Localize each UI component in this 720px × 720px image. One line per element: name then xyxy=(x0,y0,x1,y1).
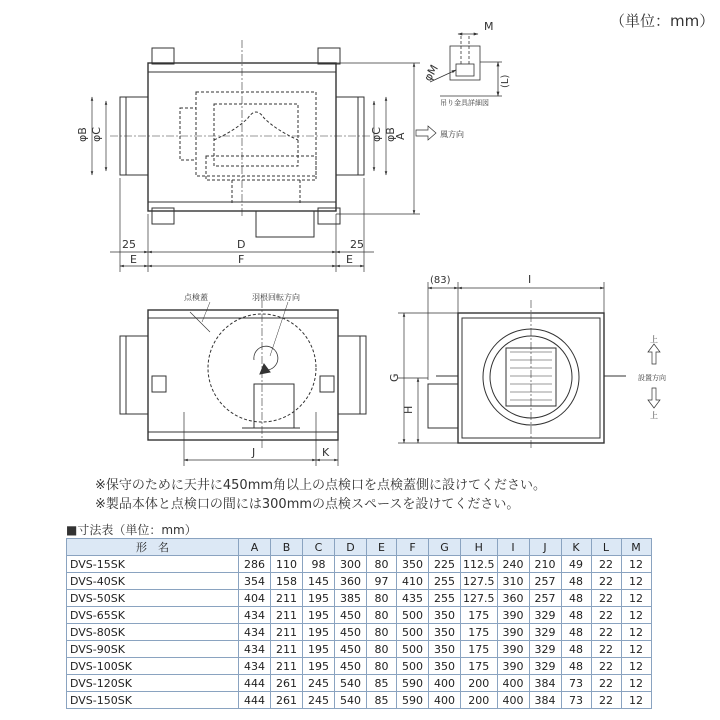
value-cell-c: 195 xyxy=(303,658,335,675)
value-cell-d: 360 xyxy=(335,573,367,590)
column-header-c: C xyxy=(303,539,335,556)
value-cell-f: 350 xyxy=(397,556,429,573)
value-cell-f: 590 xyxy=(397,692,429,709)
value-cell-c: 98 xyxy=(303,556,335,573)
value-cell-e: 97 xyxy=(367,573,397,590)
value-cell-i: 390 xyxy=(497,641,529,658)
value-cell-k: 48 xyxy=(561,607,591,624)
table-row xyxy=(67,556,652,573)
dim-label-E-left: E xyxy=(130,253,137,266)
value-cell-g: 255 xyxy=(429,573,461,590)
value-cell-h: 200 xyxy=(461,675,498,692)
table-row xyxy=(67,658,652,675)
value-cell-c: 145 xyxy=(303,573,335,590)
value-cell-i: 360 xyxy=(497,590,529,607)
value-cell-l: 22 xyxy=(591,607,621,624)
value-cell-d: 450 xyxy=(335,641,367,658)
value-cell-f: 435 xyxy=(397,590,429,607)
value-cell-b: 211 xyxy=(271,590,303,607)
table-row xyxy=(67,624,652,641)
value-cell-j: 329 xyxy=(529,658,561,675)
value-cell-l: 22 xyxy=(591,692,621,709)
value-cell-k: 48 xyxy=(561,658,591,675)
value-cell-j: 329 xyxy=(529,641,561,658)
value-cell-d: 450 xyxy=(335,607,367,624)
value-cell-l: 22 xyxy=(591,675,621,692)
column-header-a: A xyxy=(239,539,271,556)
value-cell-g: 350 xyxy=(429,641,461,658)
value-cell-e: 85 xyxy=(367,675,397,692)
value-cell-m: 12 xyxy=(621,556,651,573)
value-cell-h: 175 xyxy=(461,607,498,624)
model-cell: DVS-150SK xyxy=(67,692,239,709)
value-cell-e: 80 xyxy=(367,624,397,641)
value-cell-j: 329 xyxy=(529,624,561,641)
value-cell-b: 211 xyxy=(271,607,303,624)
table-row xyxy=(67,675,652,692)
value-cell-l: 22 xyxy=(591,624,621,641)
value-cell-b: 211 xyxy=(271,658,303,675)
dim-label-25-left: 25 xyxy=(122,238,136,251)
dim-label-phiM: φM xyxy=(421,62,441,84)
column-header-m: M xyxy=(621,539,651,556)
value-cell-e: 85 xyxy=(367,692,397,709)
model-cell: DVS-120SK xyxy=(67,675,239,692)
value-cell-m: 12 xyxy=(621,658,651,675)
value-cell-l: 22 xyxy=(591,590,621,607)
value-cell-a: 444 xyxy=(239,692,271,709)
table-row xyxy=(67,641,652,658)
value-cell-j: 384 xyxy=(529,675,561,692)
column-header-j: J xyxy=(529,539,561,556)
value-cell-i: 240 xyxy=(497,556,529,573)
note-inspection-opening: ※保守のために天井に450mm角以上の点検口を点検蓋側に設けてください。 xyxy=(95,478,547,493)
value-cell-d: 300 xyxy=(335,556,367,573)
dimension-table xyxy=(66,538,652,709)
value-cell-f: 500 xyxy=(397,658,429,675)
value-cell-f: 500 xyxy=(397,607,429,624)
value-cell-a: 404 xyxy=(239,590,271,607)
value-cell-k: 48 xyxy=(561,624,591,641)
value-cell-d: 540 xyxy=(335,675,367,692)
value-cell-h: 175 xyxy=(461,658,498,675)
table-header-row xyxy=(67,539,652,556)
install-direction-label: 設置方向 xyxy=(638,374,666,382)
value-cell-m: 12 xyxy=(621,573,651,590)
column-header-k: K xyxy=(561,539,591,556)
value-cell-m: 12 xyxy=(621,692,651,709)
value-cell-j: 384 xyxy=(529,692,561,709)
value-cell-g: 225 xyxy=(429,556,461,573)
hanger-detail xyxy=(430,34,502,96)
value-cell-m: 12 xyxy=(621,641,651,658)
value-cell-m: 12 xyxy=(621,675,651,692)
value-cell-e: 80 xyxy=(367,556,397,573)
value-cell-d: 385 xyxy=(335,590,367,607)
value-cell-g: 350 xyxy=(429,624,461,641)
install-up-label: 上 xyxy=(650,335,658,344)
value-cell-a: 354 xyxy=(239,573,271,590)
dim-label-J: J xyxy=(252,446,256,459)
value-cell-e: 80 xyxy=(367,607,397,624)
model-cell: DVS-65SK xyxy=(67,607,239,624)
column-header-i: I xyxy=(497,539,529,556)
dim-label-I: I xyxy=(528,273,532,286)
dim-label-phiB-left: φB xyxy=(76,127,89,142)
hanger-detail-caption: 吊り金具詳細図 xyxy=(440,99,489,107)
value-cell-d: 450 xyxy=(335,624,367,641)
value-cell-h: 127.5 xyxy=(461,590,498,607)
value-cell-l: 22 xyxy=(591,573,621,590)
value-cell-b: 110 xyxy=(271,556,303,573)
value-cell-j: 257 xyxy=(529,590,561,607)
value-cell-h: 175 xyxy=(461,624,498,641)
value-cell-c: 245 xyxy=(303,692,335,709)
install-down-label: 上 xyxy=(650,411,658,420)
side-view xyxy=(428,300,626,448)
dim-label-G: G xyxy=(388,373,401,382)
column-header-l: L xyxy=(591,539,621,556)
value-cell-f: 590 xyxy=(397,675,429,692)
top-view-dims xyxy=(92,63,436,272)
value-cell-j: 329 xyxy=(529,607,561,624)
value-cell-h: 175 xyxy=(461,641,498,658)
value-cell-l: 22 xyxy=(591,556,621,573)
value-cell-m: 12 xyxy=(621,590,651,607)
model-cell: DVS-100SK xyxy=(67,658,239,675)
value-cell-i: 400 xyxy=(497,675,529,692)
value-cell-k: 48 xyxy=(561,573,591,590)
value-cell-a: 434 xyxy=(239,624,271,641)
model-cell: DVS-50SK xyxy=(67,590,239,607)
column-header-d: D xyxy=(335,539,367,556)
value-cell-i: 310 xyxy=(497,573,529,590)
value-cell-i: 390 xyxy=(497,624,529,641)
value-cell-e: 80 xyxy=(367,590,397,607)
model-cell: DVS-80SK xyxy=(67,624,239,641)
dim-label-L: (L) xyxy=(500,74,511,88)
value-cell-k: 73 xyxy=(561,675,591,692)
model-cell: DVS-90SK xyxy=(67,641,239,658)
model-cell: DVS-40SK xyxy=(67,573,239,590)
airflow-label: 風方向 xyxy=(440,130,464,139)
dim-label-D: D xyxy=(237,238,246,251)
value-cell-d: 450 xyxy=(335,658,367,675)
value-cell-f: 500 xyxy=(397,641,429,658)
value-cell-a: 434 xyxy=(239,658,271,675)
value-cell-f: 410 xyxy=(397,573,429,590)
value-cell-g: 400 xyxy=(429,675,461,692)
dim-label-83: (83) xyxy=(430,275,451,286)
value-cell-b: 158 xyxy=(271,573,303,590)
value-cell-c: 245 xyxy=(303,675,335,692)
value-cell-f: 500 xyxy=(397,624,429,641)
unit-label: （単位：mm） xyxy=(610,12,715,30)
table-row xyxy=(67,590,652,607)
value-cell-b: 211 xyxy=(271,641,303,658)
column-header-b: B xyxy=(271,539,303,556)
value-cell-c: 195 xyxy=(303,624,335,641)
value-cell-k: 73 xyxy=(561,692,591,709)
top-view xyxy=(110,40,372,237)
dim-label-E-right: E xyxy=(346,253,353,266)
value-cell-j: 210 xyxy=(529,556,561,573)
value-cell-k: 48 xyxy=(561,641,591,658)
column-header-e: E xyxy=(367,539,397,556)
dim-label-phiC-left: φC xyxy=(90,127,103,142)
value-cell-j: 257 xyxy=(529,573,561,590)
dim-label-M: M xyxy=(484,20,494,33)
value-cell-g: 255 xyxy=(429,590,461,607)
inspection-lid-label: 点検蓋 xyxy=(184,293,208,302)
value-cell-i: 390 xyxy=(497,607,529,624)
value-cell-l: 22 xyxy=(591,658,621,675)
value-cell-e: 80 xyxy=(367,658,397,675)
value-cell-a: 434 xyxy=(239,607,271,624)
column-header-model: 形 名 xyxy=(67,539,239,556)
value-cell-g: 350 xyxy=(429,607,461,624)
column-header-g: G xyxy=(429,539,461,556)
side-view-dims xyxy=(398,282,660,443)
table-title: ■寸法表（単位：mm） xyxy=(66,523,197,537)
value-cell-c: 195 xyxy=(303,641,335,658)
value-cell-a: 434 xyxy=(239,641,271,658)
impeller-rotation-label: 羽根回転方向 xyxy=(252,293,300,302)
value-cell-m: 12 xyxy=(621,607,651,624)
value-cell-l: 22 xyxy=(591,641,621,658)
note-inspection-space: ※製品本体と点検口の間には300mmの点検スペースを設けてください。 xyxy=(95,497,520,512)
value-cell-e: 80 xyxy=(367,641,397,658)
dim-label-A: A xyxy=(394,132,407,140)
table-row xyxy=(67,607,652,624)
value-cell-m: 12 xyxy=(621,624,651,641)
value-cell-g: 400 xyxy=(429,692,461,709)
value-cell-b: 261 xyxy=(271,692,303,709)
value-cell-c: 195 xyxy=(303,590,335,607)
table-row xyxy=(67,573,652,590)
value-cell-h: 127.5 xyxy=(461,573,498,590)
value-cell-a: 286 xyxy=(239,556,271,573)
model-cell: DVS-15SK xyxy=(67,556,239,573)
dim-label-25-right: 25 xyxy=(350,238,364,251)
value-cell-h: 200 xyxy=(461,692,498,709)
column-header-f: F xyxy=(397,539,429,556)
dim-label-K: K xyxy=(322,446,330,459)
value-cell-i: 400 xyxy=(497,692,529,709)
value-cell-a: 444 xyxy=(239,675,271,692)
value-cell-g: 350 xyxy=(429,658,461,675)
dim-label-H: H xyxy=(402,405,415,414)
value-cell-b: 261 xyxy=(271,675,303,692)
value-cell-c: 195 xyxy=(303,607,335,624)
column-header-h: H xyxy=(461,539,498,556)
front-view xyxy=(120,300,366,448)
value-cell-i: 390 xyxy=(497,658,529,675)
dim-label-phiC-right: φC xyxy=(370,127,383,142)
dim-label-phiB-right: φB xyxy=(384,127,397,142)
value-cell-d: 540 xyxy=(335,692,367,709)
value-cell-k: 48 xyxy=(561,590,591,607)
table-row xyxy=(67,692,652,709)
value-cell-b: 211 xyxy=(271,624,303,641)
dim-label-F: F xyxy=(238,253,245,266)
value-cell-k: 49 xyxy=(561,556,591,573)
value-cell-h: 112.5 xyxy=(461,556,498,573)
